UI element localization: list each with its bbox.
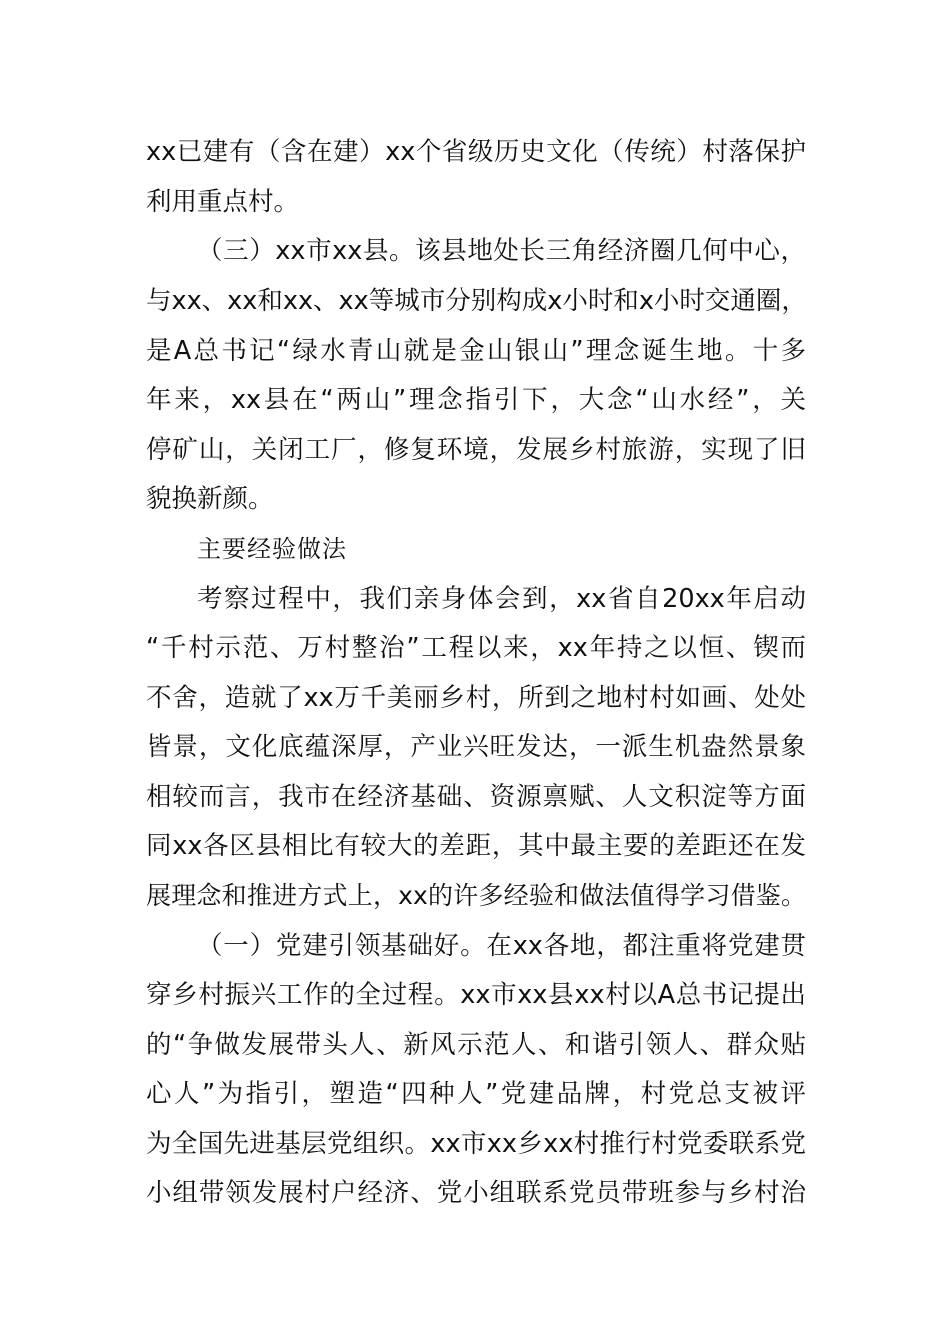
text-line-11: “千村示范、万村整治”工程以来，xx年持之以恒、锲而	[146, 633, 806, 663]
text-line-4: 与xx、xx和xx、xx等城市分别构成x小时和x小时交通圈，	[146, 286, 807, 316]
text-line-16: 展理念和推进方式上，xx的许多经验和做法值得学习借鉴。	[146, 881, 806, 910]
text-line-15: 同xx各区县相比有较大的差距，其中最主要的差距还在发	[146, 831, 806, 861]
section-3-heading-line: （三）xx市xx县。该县地处长三角经济圈几何中心，	[197, 236, 806, 266]
text-line-12: 不舍，造就了xx万千美丽乡村，所到之地村村如画、处处	[146, 683, 806, 713]
text-line-1: xx已建有（含在建）xx个省级历史文化（传统）村落保护	[146, 137, 806, 167]
text-line-13: 皆景，文化底蕴深厚，产业兴旺发达，一派生机盎然景象	[146, 732, 806, 762]
text-line-14: 相较而言，我市在经济基础、资源禀赋、人文积淀等方面	[146, 782, 806, 812]
text-line-5: 是A总书记“绿水青山就是金山银山”理念诞生地。十多	[146, 336, 806, 366]
text-line-10: 考察过程中，我们亲身体会到，xx省自20xx年启动	[197, 584, 806, 614]
text-line-21: 为全国先进基层党组织。xx市xx乡xx村推行村党委联系党	[146, 1129, 806, 1159]
text-line-20: 心人”为指引，塑造“四种人”党建品牌，村党总支被评	[146, 1079, 806, 1109]
section-1-heading-line: （一）党建引领基础好。在xx各地，都注重将党建贯	[197, 931, 806, 961]
text-line-7: 停矿山，关闭工厂，修复环境，发展乡村旅游，实现了旧	[146, 435, 806, 465]
text-line-8: 貌换新颜。	[146, 484, 274, 514]
text-line-18: 穿乡村振兴工作的全过程。xx市xx县xx村以A总书记提出	[146, 980, 806, 1010]
text-line-22: 小组带领发展村户经济、党小组联系党员带班参与乡村治	[146, 1178, 806, 1208]
section-heading-main-experience: 主要经验做法	[197, 535, 347, 563]
text-line-19: 的“争做发展带头人、新风示范人、和谐引领人、群众贴	[146, 1030, 806, 1060]
text-line-6: 年来，xx县在“两山”理念指引下，大念“山水经”，关	[146, 385, 806, 415]
text-line-2: 利用重点村。	[146, 187, 300, 217]
